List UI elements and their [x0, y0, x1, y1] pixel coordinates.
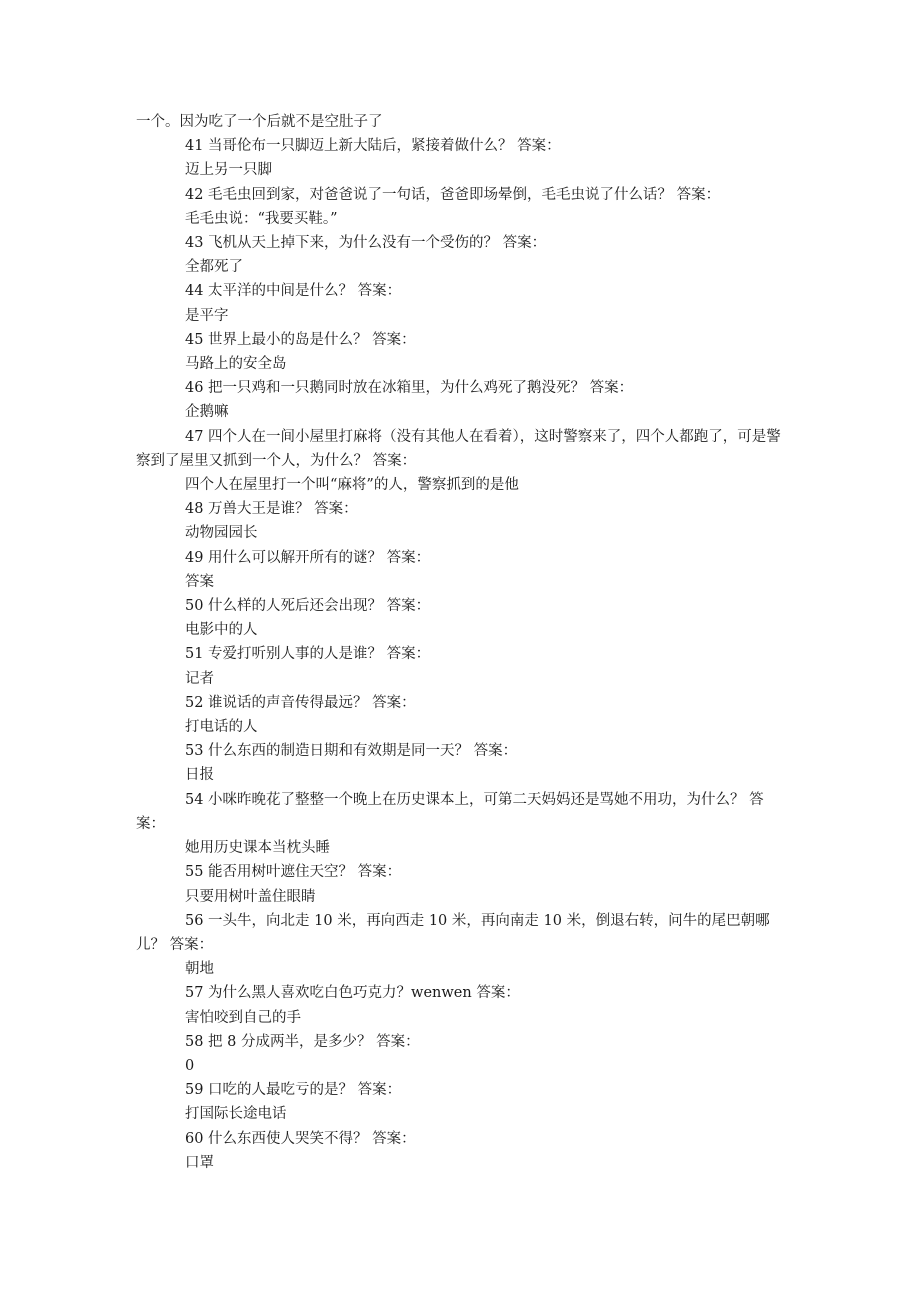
answer-48: 动物园园长	[185, 525, 258, 542]
answer-53: 日报	[185, 767, 214, 784]
question-54: 54 小咪昨晚花了整整一个晚上在历史课本上，可第二天妈妈还是骂她不用功，为什么？ 答案：	[136, 791, 764, 832]
answer-54: 她用历史课本当枕头睡	[185, 840, 330, 857]
question-50: 50 什么样的人死后还会出现？ 答案：	[185, 598, 431, 615]
question-59: 59 口吃的人最吃亏的是？ 答案：	[185, 1082, 402, 1099]
question-55: 55 能否用树叶遮住天空？ 答案：	[185, 864, 402, 881]
answer-52: 打电话的人	[185, 719, 258, 736]
answer-41: 迈上另一只脚	[185, 162, 272, 179]
question-57: 57 为什么黑人喜欢吃白色巧克力？wenwen 答案：	[185, 985, 520, 1002]
text-line: 一个。因为吃了一个后就不是空肚子了	[136, 114, 383, 130]
answer-51: 记者	[185, 670, 214, 687]
question-43: 43 飞机从天上掉下来，为什么没有一个受伤的？ 答案：	[185, 235, 547, 252]
answer-45: 马路上的安全岛	[185, 356, 287, 373]
document-body	[136, 110, 786, 1175]
question-42: 42 毛毛虫回到家，对爸爸说了一句话，爸爸即场晕倒，毛毛虫说了什么话？ 答案：	[185, 186, 721, 203]
question-48: 48 万兽大王是谁？ 答案：	[185, 501, 358, 518]
answer-57: 害怕咬到自己的手	[185, 1009, 301, 1026]
answer-55: 只要用树叶盖住眼睛	[185, 888, 316, 905]
answer-43: 全都死了	[185, 259, 243, 276]
answer-49: 答案	[185, 573, 214, 590]
answer-58: 0	[185, 1057, 195, 1074]
question-60: 60 什么东西使人哭笑不得？ 答案：	[185, 1130, 416, 1147]
answer-56: 朝地	[185, 961, 214, 978]
answer-42: 毛毛虫说：“我要买鞋。”	[185, 210, 338, 227]
answer-47: 四个人在屋里打一个叫“麻将”的人，警察抓到的是他	[185, 477, 519, 494]
question-46: 46 把一只鸡和一只鹅同时放在冰箱里，为什么鸡死了鹅没死？ 答案：	[185, 380, 634, 397]
question-51: 51 专爱打听别人事的人是谁？ 答案：	[185, 646, 431, 663]
answer-50: 电影中的人	[185, 622, 258, 639]
answer-46: 企鹅嘛	[185, 404, 229, 421]
answer-59: 打国际长途电话	[185, 1106, 287, 1123]
answer-44: 是平字	[185, 307, 229, 324]
answer-60: 口罩	[185, 1154, 214, 1171]
question-47: 47 四个人在一间小屋里打麻将（没有其他人在看着），这时警察来了，四个人都跑了，可是警察到了屋里又抓到一个人，为什么？ 答案：	[136, 428, 781, 469]
question-41: 41 当哥伦布一只脚迈上新大陆后，紧接着做什么？ 答案：	[185, 138, 561, 155]
question-58: 58 把 8 分成两半，是多少？ 答案：	[185, 1033, 420, 1050]
question-52: 52 谁说话的声音传得最远？ 答案：	[185, 694, 416, 711]
question-44: 44 太平洋的中间是什么？ 答案：	[185, 283, 402, 300]
question-45: 45 世界上最小的岛是什么？ 答案：	[185, 331, 416, 348]
question-49: 49 用什么可以解开所有的谜？ 答案：	[185, 549, 431, 566]
question-56: 56 一头牛，向北走 10 米，再向西走 10 米，再向南走 10 米，倒退右转，问牛的尾巴朝哪儿？ 答案：	[136, 912, 770, 953]
question-53: 53 什么东西的制造日期和有效期是同一天？ 答案：	[185, 743, 518, 760]
